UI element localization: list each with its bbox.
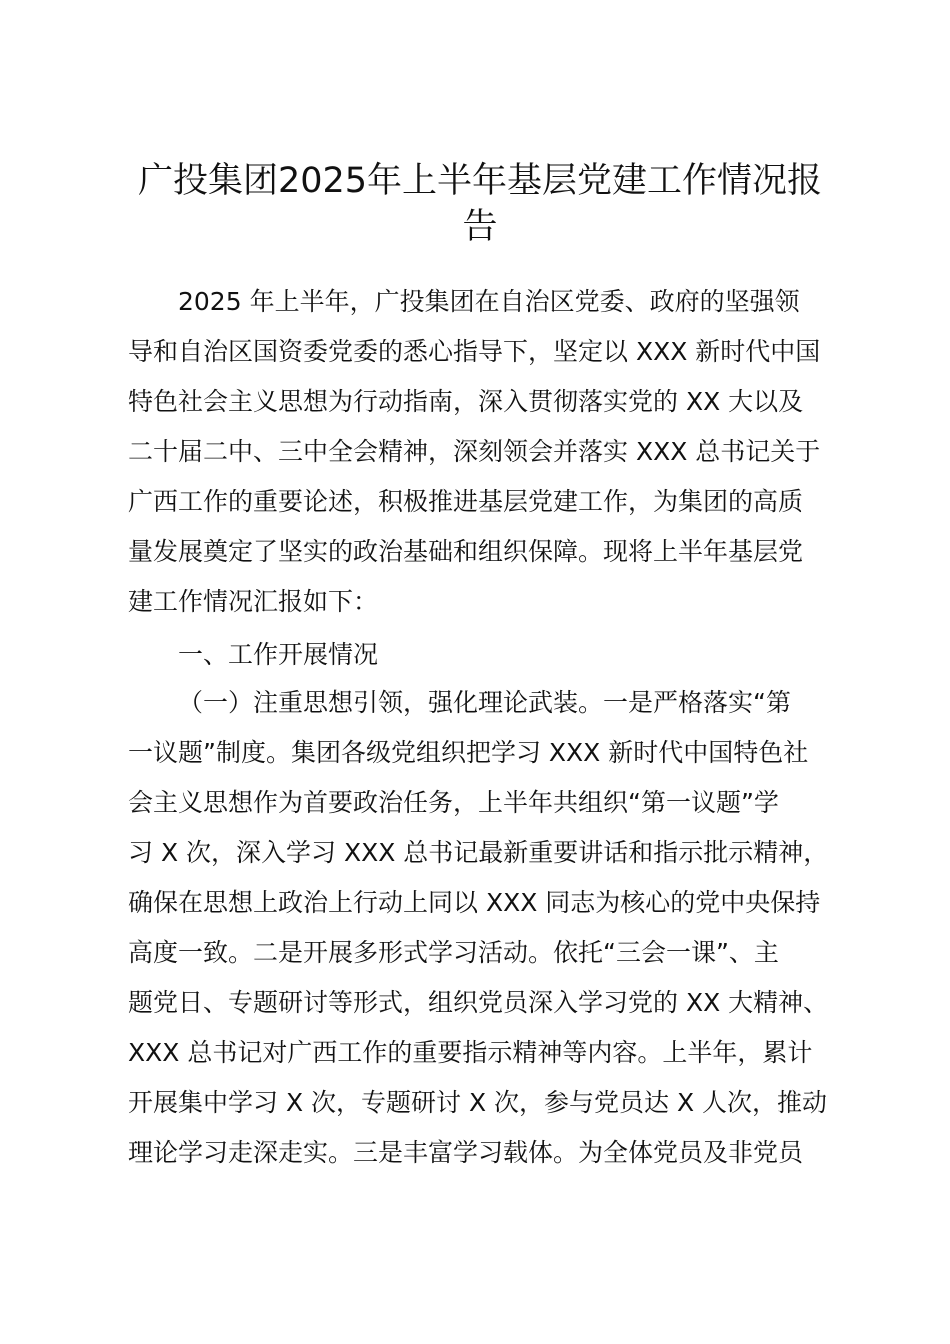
paragraph-line: 2025 年上半年，广投集团在自治区党委、政府的坚强领 — [178, 287, 800, 316]
paragraph-line: XXX 总书记对广西工作的重要指示精神等内容。上半年，累计 — [128, 1038, 813, 1067]
paragraph-line: （一）注重思想引领，强化理论武装。一是严格落实“第 — [178, 688, 791, 717]
paragraph-line: 习 X 次，深入学习 XXX 总书记最新重要讲话和指示批示精神， — [128, 838, 829, 867]
paragraph-line: 广西工作的重要论述，积极推进基层党建工作，为集团的高质 — [128, 487, 804, 516]
paragraph-line: 高度一致。二是开展多形式学习活动。依托“三会一课”、主 — [128, 938, 779, 967]
paragraph-line: 导和自治区国资委党委的悉心指导下，坚定以 XXX 新时代中国 — [128, 337, 821, 366]
paragraph-line: 理论学习走深走实。三是丰富学习载体。为全体党员及非党员 — [128, 1138, 804, 1167]
paragraph-line: 二十届二中、三中全会精神，深刻领会并落实 XXX 总书记关于 — [128, 437, 821, 466]
paragraph-line: 确保在思想上政治上行动上同以 XXX 同志为核心的党中央保持 — [128, 888, 821, 917]
paragraph-line: 题党日、专题研讨等形式，组织党员深入学习党的 XX 大精神、 — [128, 988, 829, 1017]
paragraph-line: 开展集中学习 X 次，专题研讨 X 次，参与党员达 X 人次，推动 — [128, 1088, 828, 1117]
section-heading: 一、工作开展情况 — [178, 640, 379, 669]
title-line-2: 告 — [462, 207, 498, 247]
paragraph-line: 特色社会主义思想为行动指南，深入贯彻落实党的 XX 大以及 — [128, 387, 804, 416]
document-title — [110, 158, 850, 250]
paragraph-line: 建工作情况汇报如下： — [128, 587, 379, 616]
paragraph-line: 一议题”制度。集团各级党组织把学习 XXX 新时代中国特色社 — [128, 738, 809, 767]
title-line-1: 广投集团2025年上半年基层党建工作情况报 — [137, 161, 823, 201]
paragraph-line: 会主义思想作为首要政治任务，上半年共组织“第一议题”学 — [128, 788, 779, 817]
paragraph-line: 量发展奠定了坚实的政治基础和组织保障。现将上半年基层党 — [128, 537, 804, 566]
